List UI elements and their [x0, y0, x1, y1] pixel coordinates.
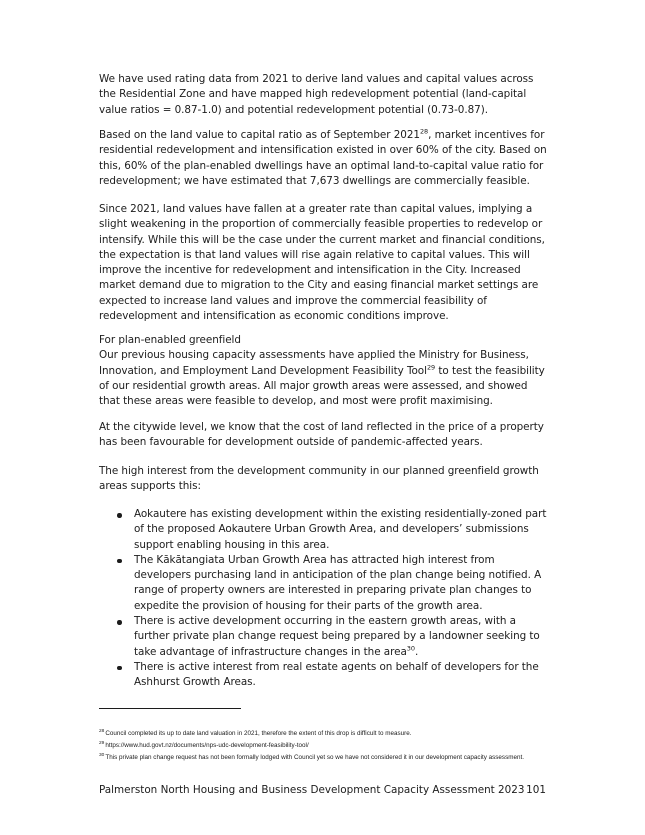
paragraph-land-value-ratio [99, 128, 549, 189]
section-heading: For plan-enabled greenfield [99, 334, 241, 346]
paragraph-high-interest [99, 464, 549, 495]
paragraph-land-values-fallen [99, 202, 549, 324]
footnotes [99, 728, 559, 765]
paragraph-text: At the citywide level, we know that the cost of land reflected in the price of a property has been favourable for development outside of pandemic-affected years. [99, 421, 544, 449]
footer-title: Palmerston North Housing and Business Development Capacity Assessment 2023 [99, 784, 525, 796]
paragraph-text: to test the feasibility of our residential growth areas. All major growth areas were assessed, and showed that these areas were feasible to develop, and most were profit maximising. [99, 364, 545, 408]
section-greenfield [99, 333, 549, 409]
bullet-icon [117, 620, 122, 625]
footnote-29: $^{29}$https://www.hud.govt.nz/documents/nps-udc-development-feasibility-tool/ [99, 741, 309, 750]
paragraph-text: , market incentives for residential redevelopment and intensification existed in over 60% of the city. Based on this, 60% of the plan-enabled dwellings have an optimal land-to-capital value ratio for redevelopment; we have estimated that 7,673 dwellings are commercially feasible. [99, 129, 547, 187]
footnote-ref-28: 28 [419, 127, 429, 136]
paragraph-text: Based on the land value to capital ratio as of September 2021 [99, 129, 420, 141]
paragraph-rating-data [99, 72, 549, 118]
paragraph-text: We have used rating data from 2021 to derive land values and capital values across the Residential Zone and have mapped high redevelopment potential (land-capital value ratios = 0.87-1.0) and potential redevelopment potential (0.73-0.87). [99, 73, 534, 116]
list-item: The Kākātangiata Urban Growth Area has attracted high interest from developers purchasing land in anticipation of the plan change being notified. A range of property owners are interested in preparing private plan changes to expedite the provision of housing for their parts of the growth area. [99, 553, 549, 614]
paragraph-citywide [99, 420, 549, 451]
bullet-list [99, 507, 549, 691]
footnote-ref-29: 29 [426, 363, 436, 372]
footnote-ref-30: 30 [406, 644, 415, 653]
list-item: There is active interest from real estate agents on behalf of developers for the Ashhurst Growth Areas. [99, 660, 549, 691]
paragraph-text: Our previous housing capacity assessments have applied the Ministry for Business, Innovation, and Employment Land Development Feasibility Tool [99, 349, 529, 377]
list-item: Aokautere has existing development within the existing residentially-zoned part of the proposed Aokautere Urban Growth Area, and developers’ submissions support enabling housing in this area. [99, 507, 549, 553]
bullet-icon [117, 666, 122, 671]
footnote-28: $^{28}$Council completed its up to date land valuation in 2021, therefore the extent of this drop is difficult to measure. [99, 728, 412, 737]
page-number: 101 [526, 784, 546, 796]
page-footer [99, 783, 546, 797]
paragraph-text: Since 2021, land values have fallen at a greater rate than capital values, implying a slight weakening in the proportion of commercially feasible properties to redevelop or intensify. While this will be the case under the current market and financial conditions, the expectation is that land values will rise again relative to capital values. This will improve the incentive for redevelopment and intensification in the City. Increased market demand due to migration to the City and easing financial market settings are expected to increase land values and improve the commercial feasibility of redevelopment and intensification as economic conditions improve. [99, 203, 545, 323]
bullet-icon [117, 559, 122, 564]
paragraph-text: The high interest from the development community in our planned greenfield growth areas supports this: [99, 465, 539, 493]
footnote-divider [99, 708, 241, 709]
footnote-30: $^{30}$This private plan change request has not been formally lodged with Council yet so we have not considered it in our development capacity assessment. [99, 753, 524, 762]
bullet-icon [117, 513, 122, 518]
list-item: There is active development occurring in the eastern growth areas, with a further private plan change request being prepared by a landowner seeking to take advantage of infrastructure changes in the area$^{30}$. [99, 614, 549, 660]
